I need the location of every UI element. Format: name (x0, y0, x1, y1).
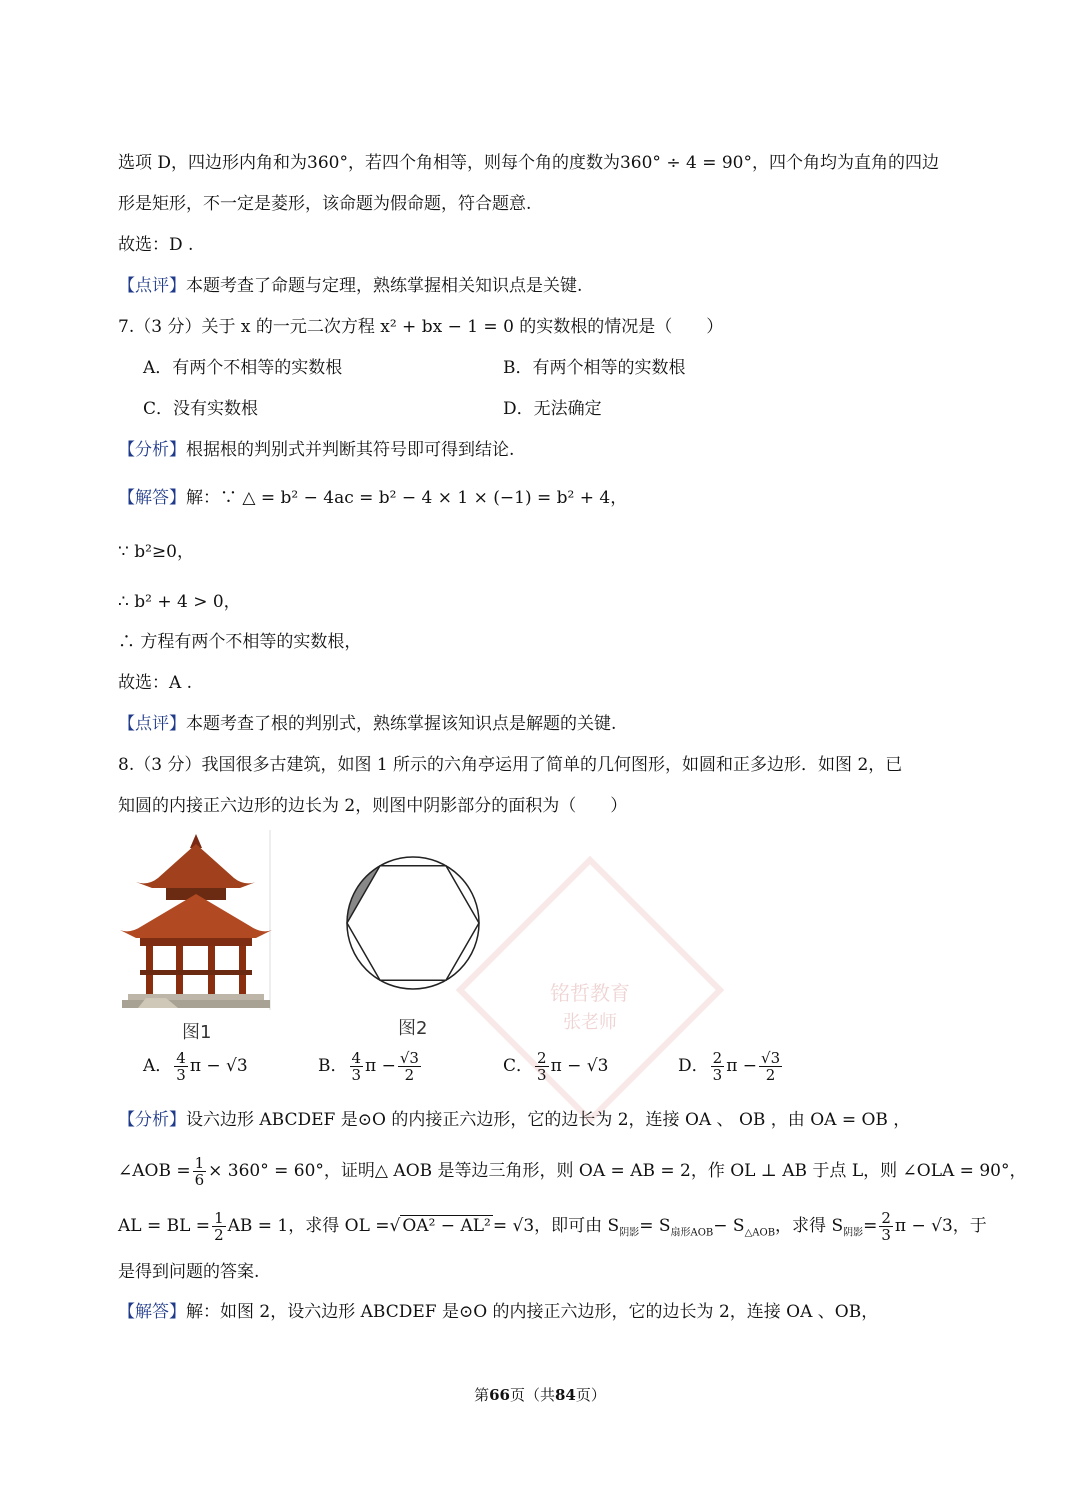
q8-solution-text: 解：如图 2，设六边形 ABCDEF 是⊙O 的内接正六边形，它的边长为 2，连接 OA 、OB， (186, 1302, 879, 1322)
text-line-3: 故选：D . (118, 235, 194, 255)
q7-review (118, 712, 616, 736)
q7-step-1: ∵ b²≥0， (118, 542, 194, 562)
figure-1-caption: 图1 (182, 1022, 212, 1043)
q8-analysis-3d: = √3，即可由 S (492, 1216, 620, 1236)
question-8-line-2: 知圆的内接正六边形的边长为 2，则图中阴影部分的面积为（ ） (118, 796, 628, 816)
fraction-2-3-den: 3 (881, 1226, 891, 1244)
q8-option-d (678, 1050, 784, 1083)
fraction-c-den: 3 (537, 1066, 547, 1084)
q7-analysis-text: 根据根的判别式并判断其符号即可得到结论. (186, 440, 515, 460)
fraction-1-2-den: 2 (214, 1226, 224, 1244)
subscript-shaded-1: 阴影 (619, 1227, 640, 1239)
q8-analysis-line-3: AL = BL = $\frac{1}{2}$ AB = 1，求得 OL =√ OA² − AL² = √3，即可由 $S_{阴影}= S_{扇形AOB}- S_{\triangle AOB}$，求得 $S_{阴影}=$ $\frac{2}{3}$ π − √3，于 (118, 1209, 987, 1244)
fraction-1-6 (193, 1155, 207, 1188)
fraction-a-num: 4 (176, 1049, 186, 1067)
subscript-sector: 扇形AOB (670, 1227, 714, 1239)
q8-analysis-2a: ∠AOB = (118, 1161, 191, 1181)
fraction-c-num: 2 (537, 1049, 547, 1067)
fraction-2-3 (879, 1210, 893, 1243)
review-tag: 【点评】 (118, 276, 186, 296)
sqrt-expression: OA² − AL² (402, 1216, 491, 1236)
q7-option-c: C．没有实数根 (143, 399, 259, 419)
q8-analysis-3j: ，求得 S (775, 1216, 844, 1236)
fraction-d2-den: 2 (765, 1066, 776, 1084)
q8-option-a (143, 1050, 248, 1083)
q7-option-d: D．无法确定 (503, 399, 602, 419)
fraction-a-den: 3 (176, 1066, 186, 1084)
fraction-b2 (398, 1050, 421, 1083)
q8-option-a-rest: π − √3 (189, 1056, 248, 1076)
q8-option-a-label: A． (143, 1056, 173, 1076)
q8-analysis-3b: AB = 1，求得 OL = (227, 1216, 390, 1236)
q8-solution-tag: 【解答】 (118, 1302, 186, 1322)
q7-review-tag: 【点评】 (118, 714, 186, 734)
q8-analysis-3l: = (863, 1216, 878, 1236)
q7-step-3: ∴ 方程有两个不相等的实数根， (118, 632, 362, 652)
q8-option-c (503, 1050, 608, 1083)
q8-analysis-3a: AL = BL = (118, 1216, 211, 1236)
subscript-triangle: △AOB (744, 1227, 776, 1239)
fraction-b-den: 3 (351, 1066, 362, 1084)
watermark-text-1: 铭哲教育 (550, 981, 630, 1005)
q7-step-2: ∴ b² + 4 > 0， (118, 592, 241, 612)
figure-2-caption: 图2 (398, 1018, 428, 1039)
q8-option-d-mid: π − (726, 1056, 758, 1076)
page-footer (0, 1384, 1080, 1405)
footer-page-number: 66 (489, 1386, 510, 1404)
fraction-c (535, 1050, 549, 1083)
q8-option-b-label: B． (318, 1056, 348, 1076)
fraction-1-2-num: 1 (214, 1209, 224, 1227)
fraction-d-den: 3 (712, 1066, 723, 1084)
q7-solution-text: 解：∵ △ = b² − 4ac = b² − 4 × 1 × (−1) = b² + 4， (186, 488, 628, 508)
fraction-b2-den: 2 (404, 1066, 415, 1084)
q8-option-b (318, 1050, 423, 1083)
fraction-d2-num: √3 (761, 1049, 781, 1067)
fraction-1-6-den: 6 (194, 1171, 205, 1189)
footer-mid: 页（共 (509, 1386, 555, 1404)
q7-solution-tag: 【解答】 (118, 488, 186, 508)
q8-analysis-tag: 【分析】 (118, 1110, 186, 1130)
q8-analysis-line-1 (118, 1108, 910, 1132)
q8-analysis-text-1: 设六边形 ABCDEF 是⊙O 的内接正六边形，它的边长为 2，连接 OA 、 OB ，由 OA = OB ， (186, 1110, 911, 1130)
fraction-2-3-num: 2 (881, 1209, 891, 1227)
question-7: 7.（3 分）关于 x 的一元二次方程 x² + bx − 1 = 0 的实数根的情况是（ ） (118, 317, 724, 337)
q7-answer: 故选：A . (118, 673, 193, 693)
text-line-1: 选项 D，四边形内角和为360°，若四个角相等，则每个角的度数为360° ÷ 4 = 90°，四个角均为直角的四边 (118, 153, 939, 173)
pavilion-figure (118, 830, 273, 1010)
question-8-line-1: 8.（3 分）我国很多古建筑，如图 1 所示的六角亭运用了简单的几何图形，如圆和正多边形．如图 2，已 (118, 755, 903, 775)
q7-solution (118, 486, 627, 510)
watermark-text-2: 张老师 (563, 1012, 617, 1033)
fraction-b (350, 1050, 364, 1083)
q8-analysis-2b: × 360° = 60°，证明△ AOB 是等边三角形，则 OA = AB = 2，作 OL ⊥ AB 于点 L，则 ∠OLA = 90°， (208, 1161, 1027, 1181)
fraction-1-2 (212, 1210, 226, 1243)
review-line (118, 274, 582, 298)
q7-option-b: B．有两个相等的实数根 (503, 358, 686, 378)
q7-review-text: 本题考查了根的判别式，熟练掌握该知识点是解题的关键. (186, 714, 617, 734)
fraction-b-num: 4 (351, 1049, 362, 1067)
q8-analysis-line-4: 是得到问题的答案. (118, 1262, 260, 1282)
text-line-2: 形是矩形，不一定是菱形，该命题为假命题，符合题意. (118, 194, 532, 214)
fraction-1-6-num: 1 (194, 1154, 205, 1172)
q8-solution-line-1 (118, 1300, 878, 1324)
fraction-a (174, 1050, 188, 1083)
q8-option-b-mid: π − (365, 1056, 396, 1076)
fraction-d-num: 2 (712, 1049, 723, 1067)
q8-option-c-rest: π − √3 (550, 1056, 609, 1076)
q8-analysis-line-2 (118, 1155, 1026, 1188)
footer-total-pages: 84 (555, 1386, 576, 1404)
fraction-d2 (759, 1050, 782, 1083)
q8-analysis-3h: − S (713, 1216, 745, 1236)
q8-option-d-label: D． (678, 1056, 709, 1076)
subscript-shaded-2: 阴影 (843, 1227, 864, 1239)
q7-analysis-tag: 【分析】 (118, 440, 186, 460)
footer-suffix: 页） (575, 1386, 606, 1404)
fraction-d (711, 1050, 725, 1083)
review-text: 本题考查了命题与定理，熟练掌握相关知识点是关键. (186, 276, 583, 296)
q8-analysis-3m: π − √3，于 (894, 1216, 987, 1236)
hexagon-figure (340, 850, 486, 996)
fraction-b2-num: √3 (399, 1049, 419, 1067)
q7-option-a: A．有两个不相等的实数根 (143, 358, 343, 378)
footer-prefix: 第 (474, 1386, 490, 1404)
q8-option-c-label: C． (503, 1056, 534, 1076)
q7-analysis (118, 438, 514, 462)
q8-analysis-3f: = S (639, 1216, 671, 1236)
